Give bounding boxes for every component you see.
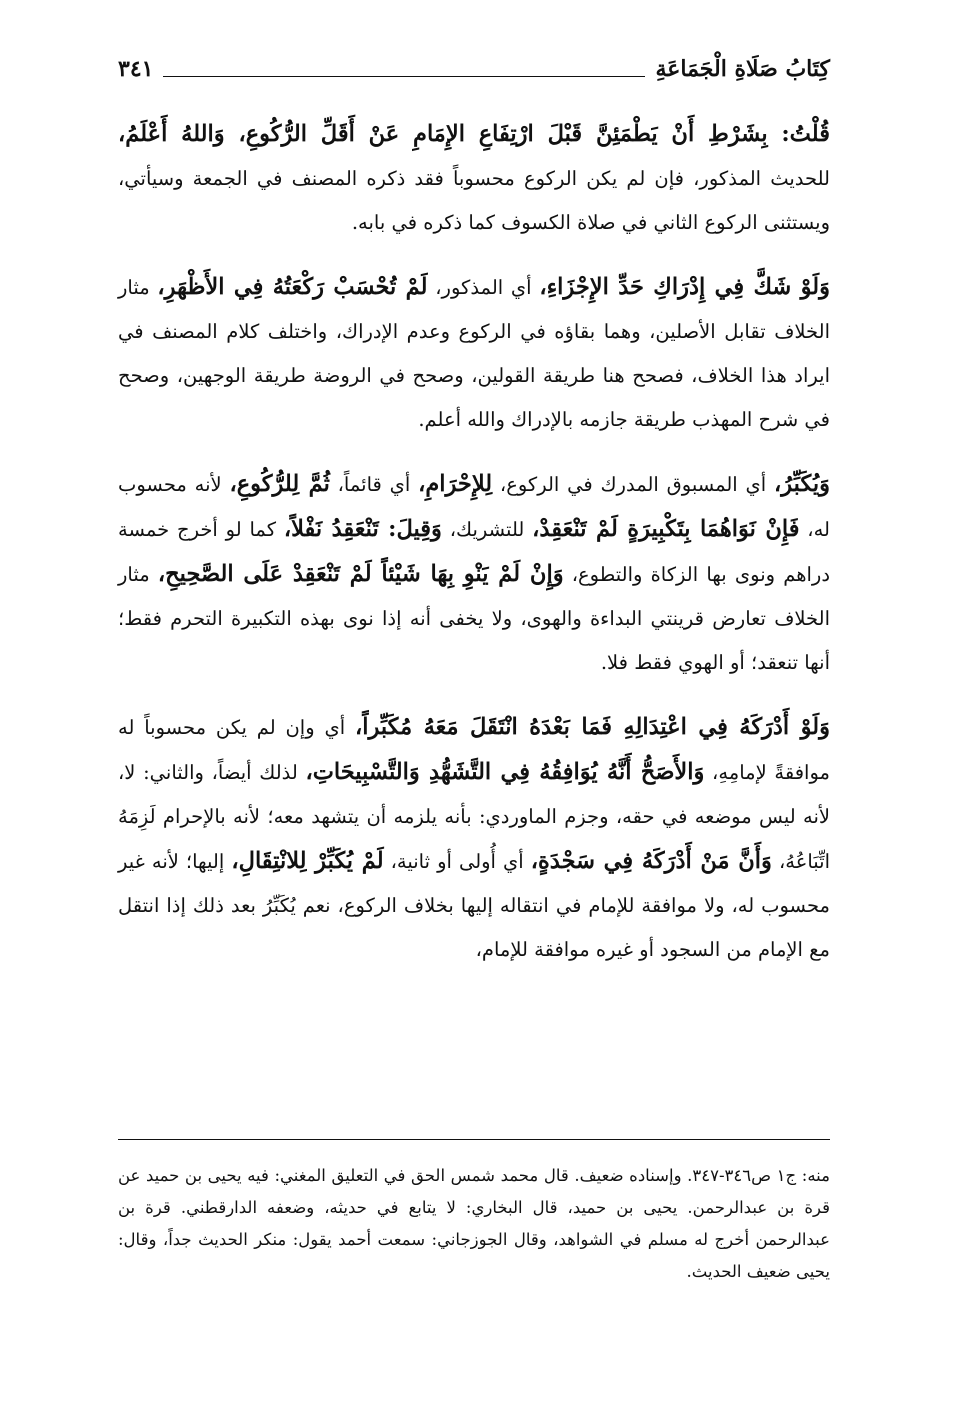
- commentary-text: أي وإن لم يكن محسوباً له موافقةً لإمامِهِ،: [118, 716, 830, 784]
- page-number: ٣٤١: [118, 56, 154, 82]
- matn-text: لَمْ يُكَبِّرْ لِلانْتِقَالِ،: [231, 848, 384, 874]
- commentary-text: أي قائماً،: [329, 473, 419, 496]
- matn-text: وَقِيلَ: تَنْعَقِدُ نَفْلاً،: [283, 516, 442, 542]
- paragraph-3: [118, 462, 830, 685]
- matn-text: وَإِنْ لَمْ يَنْوِ بِهَا شَيْئاً لَمْ تَنْعَقِدْ عَلَى الصَّحِيحِ،: [157, 561, 564, 587]
- footnote-divider: [118, 1139, 830, 1140]
- matn-text: لَمْ تُحْسَبْ رَكْعَتُهُ فِي الأَظْهَرِ،: [157, 274, 428, 300]
- matn-text: لِلإِحْرَامِ،: [418, 471, 493, 497]
- matn-text: وَالأَصَحُّ أَنَّهُ يُوَافِقُهُ فِي التَّشَهُّدِ وَالتَّسْبِيحَاتِ،: [305, 759, 705, 785]
- commentary-text: للحديث المذكور، فإن لم يكن الركوع محسوباً فقد ذكره المصنف في الجمعة وسيأتي، ويستثنى الركوع الثاني في صلاة الكسوف كما ذكره في بابه.: [118, 167, 830, 234]
- matn-text: وَيُكَبِّرُ،: [773, 471, 831, 497]
- commentary-text: أي المذكور،: [427, 276, 540, 299]
- matn-text: وَأَنَّ مَنْ أَدْرَكَهُ فِي سَجْدَةٍ،: [530, 848, 772, 874]
- footnote: منه: ج١ ص٣٤٦-٣٤٧. وإسناده ضعيف. قال محمد شمس الحق في التعليق المغني: فيه يحيى بن حميد عن قرة بن عبدالرحمن. يحيى بن حميد، قال البخاري: لا يتابع في حديثه، وضعفه الدارقطني. قرة بن عبدالرحمن أخرج له مسلم في الشواهد، وقال الجوزجاني: سمعت أحمد يقول: منكر الحديث جداً، وقال: يحيى ضعيف الحديث.: [118, 1166, 830, 1281]
- commentary-text: أي المسبوق المدرك في الركوع،: [492, 473, 774, 496]
- chapter-title: كِتَابُ صَلَاةِ الْجَمَاعَةِ: [655, 56, 830, 82]
- commentary-text: لذلك أيضاً، والثاني: لا، لأنه ليس موضعه في حقه، وجزم الماوردي: بأنه يلزمه أن يتشهد معه؛ لأنه بالإحرام لَزِمَهُ اتِّبَاعُهُ،: [118, 761, 830, 873]
- paragraph-4: [118, 705, 830, 972]
- matn-text: وَلَوْ شَكَّ فِي إِدْرَاكِ حَدِّ الإِجْزَاءِ،: [539, 274, 830, 300]
- matn-text: وَلَوْ أَدْرَكَهُ فِي اعْتِدَالِهِ فَمَا بَعْدَهُ انْتَقَلَ مَعَهُ مُكَبِّراً،: [354, 714, 830, 740]
- commentary-text: إليها؛ لأنه غير محسوب له، ولا موافقة للإمام في انتقاله إليها بخلاف الركوع، نعم يُكَبِّرُ بعد ذلك إذا انتقل مع الإمام من السجود أو غيره موافقة للإمام،: [118, 850, 830, 961]
- commentary-text: مثار الخلاف تعارض قرينتي البداءة والهوى، ولا يخفى أنه إذا نوى بهذه التكبيرة التحرم فقط؛ أنها تنعقد؛ أو الهوي فقط فلا.: [118, 563, 830, 674]
- main-text: [118, 112, 830, 990]
- commentary-text: كما لو أخرج خمسة دراهم ونوى بها الزكاة والتطوع،: [118, 518, 830, 586]
- paragraph-1: [118, 112, 830, 245]
- paragraph-2: [118, 265, 830, 442]
- commentary-text: لأنه محسوب له،: [118, 473, 830, 541]
- matn-text: قُلْتُ: بِشَرْطِ أَنْ يَطْمَئِنَّ قَبْلَ ارْتِفَاعِ الإِمَامِ عَنْ أَقَلِّ الرُّكُوعِ، وَاللهُ أَعْلَمُ،: [118, 121, 830, 147]
- header-rule: [163, 76, 645, 77]
- commentary-text: للتشريك،: [441, 518, 533, 541]
- commentary-text: أي أُولى أو ثانية،: [383, 850, 531, 873]
- commentary-text: مثار الخلاف تقابل الأصلين، وهما بقاؤه في الركوع وعدم الإدراك، واختلف كلام المصنف في ايراد هذا الخلاف، فصحح هنا طريقة القولين، وصحح في الروضة طريقة الوجهين، وصحح في شرح المهذب طريقة جازمه بالإدراك والله أعلم.: [118, 276, 830, 431]
- matn-text: فَإِنْ نَوَاهُمَا بِتَكْبِيرَةٍ لَمْ تَنْعَقِدْ،: [532, 516, 800, 542]
- running-header: [118, 46, 830, 86]
- matn-text: ثُمَّ لِلرُّكُوعِ،: [229, 471, 330, 497]
